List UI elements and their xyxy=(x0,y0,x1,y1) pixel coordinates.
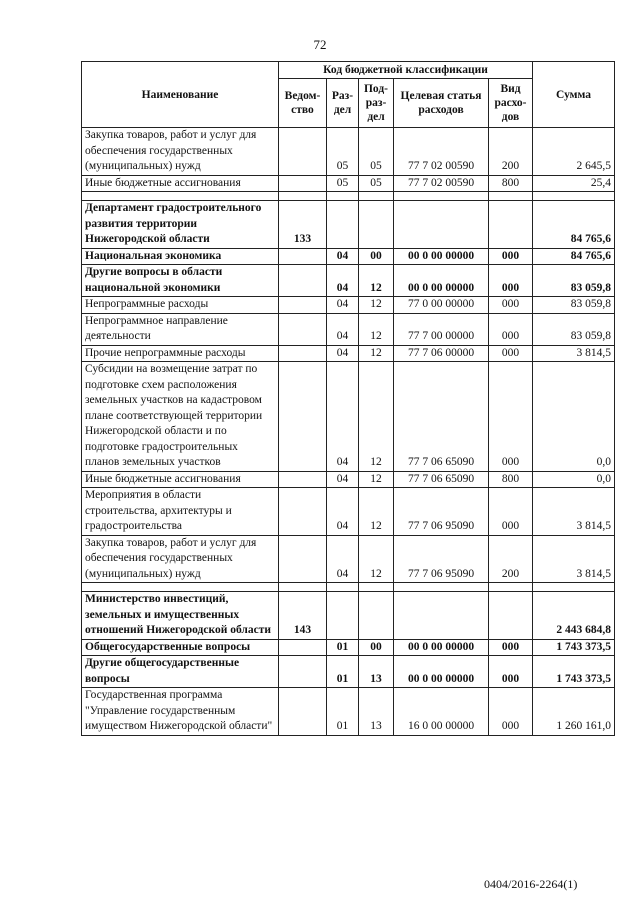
cell-subsection: 12 xyxy=(359,297,394,314)
cell-dept xyxy=(279,656,327,688)
cell-kind: 000 xyxy=(489,265,533,297)
table-row xyxy=(82,688,615,736)
cell-subsection: 12 xyxy=(359,362,394,472)
cell-dept xyxy=(279,297,327,314)
cell-subsection: 12 xyxy=(359,471,394,488)
cell-target: 77 7 02 00590 xyxy=(394,175,489,192)
table-row xyxy=(82,592,615,640)
cell-name: Другие общегосударственные вопросы xyxy=(82,656,279,688)
cell-sum: 2 645,5 xyxy=(533,128,615,176)
spacer-cell xyxy=(533,583,615,592)
cell-dept xyxy=(279,535,327,583)
table-row xyxy=(82,535,615,583)
cell-target xyxy=(394,592,489,640)
cell-dept xyxy=(279,313,327,345)
cell-sum: 1 260 161,0 xyxy=(533,688,615,736)
spacer-cell xyxy=(359,192,394,201)
cell-dept xyxy=(279,639,327,656)
table-row xyxy=(82,128,615,176)
spacer-cell xyxy=(394,192,489,201)
cell-target xyxy=(394,201,489,249)
header-sum: Сумма xyxy=(533,62,615,128)
cell-target: 77 0 00 00000 xyxy=(394,297,489,314)
cell-target: 77 7 06 00000 xyxy=(394,345,489,362)
spacer-row xyxy=(82,192,615,201)
spacer-cell xyxy=(82,192,279,201)
spacer-cell xyxy=(279,192,327,201)
cell-section: 04 xyxy=(327,535,359,583)
cell-name: Департамент градостроительного развития территории Нижегородской области xyxy=(82,201,279,249)
cell-section: 04 xyxy=(327,471,359,488)
table-row xyxy=(82,471,615,488)
cell-dept xyxy=(279,688,327,736)
table-row xyxy=(82,639,615,656)
cell-dept xyxy=(279,128,327,176)
budget-table xyxy=(81,61,615,736)
cell-sum: 25,4 xyxy=(533,175,615,192)
cell-name: Закупка товаров, работ и услуг для обеспечения государственных (муниципальных) нужд xyxy=(82,535,279,583)
cell-target: 77 7 06 65090 xyxy=(394,471,489,488)
cell-section: 04 xyxy=(327,248,359,265)
document-id: 0404/2016-2264(1) xyxy=(484,877,578,891)
cell-target: 00 0 00 00000 xyxy=(394,639,489,656)
cell-kind xyxy=(489,201,533,249)
cell-section: 04 xyxy=(327,313,359,345)
cell-dept xyxy=(279,345,327,362)
cell-target: 77 7 06 95090 xyxy=(394,535,489,583)
cell-section xyxy=(327,201,359,249)
cell-subsection: 13 xyxy=(359,656,394,688)
table-row xyxy=(82,265,615,297)
table-row xyxy=(82,362,615,472)
cell-target: 77 7 02 00590 xyxy=(394,128,489,176)
cell-dept xyxy=(279,362,327,472)
cell-kind: 800 xyxy=(489,175,533,192)
cell-name: Иные бюджетные ассигнования xyxy=(82,471,279,488)
header-name: Наименование xyxy=(82,62,279,128)
cell-sum: 1 743 373,5 xyxy=(533,639,615,656)
cell-sum: 0,0 xyxy=(533,362,615,472)
cell-kind: 000 xyxy=(489,688,533,736)
cell-kind: 000 xyxy=(489,656,533,688)
table-row xyxy=(82,248,615,265)
header-kind: Вид расхо-дов xyxy=(489,79,533,128)
cell-section: 04 xyxy=(327,265,359,297)
cell-dept xyxy=(279,248,327,265)
cell-dept: 133 xyxy=(279,201,327,249)
spacer-cell xyxy=(489,583,533,592)
cell-kind: 000 xyxy=(489,297,533,314)
cell-dept xyxy=(279,471,327,488)
spacer-cell xyxy=(533,192,615,201)
cell-sum: 3 814,5 xyxy=(533,345,615,362)
table-row xyxy=(82,345,615,362)
table-row xyxy=(82,175,615,192)
header-dept: Ведом-ство xyxy=(279,79,327,128)
cell-section: 04 xyxy=(327,345,359,362)
cell-sum: 2 443 684,8 xyxy=(533,592,615,640)
cell-dept xyxy=(279,488,327,536)
cell-kind: 200 xyxy=(489,535,533,583)
cell-sum: 1 743 373,5 xyxy=(533,656,615,688)
cell-sum: 0,0 xyxy=(533,471,615,488)
cell-subsection: 00 xyxy=(359,639,394,656)
cell-kind: 000 xyxy=(489,362,533,472)
cell-subsection xyxy=(359,592,394,640)
cell-name: Непрограммные расходы xyxy=(82,297,279,314)
cell-sum: 84 765,6 xyxy=(533,201,615,249)
cell-subsection: 12 xyxy=(359,535,394,583)
cell-target: 00 0 00 00000 xyxy=(394,265,489,297)
cell-sum: 83 059,8 xyxy=(533,265,615,297)
cell-subsection: 12 xyxy=(359,265,394,297)
cell-name: Субсидии на возмещение затрат по подготовке схем расположения земельных участков на кадастровом плане соответствующей территории Нижегородской области и по подготовке градостроительных планов земельных участков xyxy=(82,362,279,472)
cell-target: 16 0 00 00000 xyxy=(394,688,489,736)
cell-sum: 83 059,8 xyxy=(533,313,615,345)
cell-subsection: 05 xyxy=(359,175,394,192)
table-body xyxy=(82,128,615,736)
cell-target: 00 0 00 00000 xyxy=(394,656,489,688)
header-target: Целевая статья расходов xyxy=(394,79,489,128)
spacer-cell xyxy=(327,583,359,592)
table-row xyxy=(82,313,615,345)
cell-section: 04 xyxy=(327,488,359,536)
cell-kind: 200 xyxy=(489,128,533,176)
header-classification: Код бюджетной классификации xyxy=(279,62,533,79)
cell-name: Прочие непрограммные расходы xyxy=(82,345,279,362)
page-number: 72 xyxy=(313,37,327,52)
cell-dept: 143 xyxy=(279,592,327,640)
table-row xyxy=(82,297,615,314)
cell-kind: 000 xyxy=(489,313,533,345)
cell-name: Министерство инвестиций, земельных и имущественных отношений Нижегородской области xyxy=(82,592,279,640)
cell-name: Мероприятия в области строительства, архитектуры и градостроительства xyxy=(82,488,279,536)
cell-section: 04 xyxy=(327,362,359,472)
table-row xyxy=(82,488,615,536)
cell-subsection: 12 xyxy=(359,488,394,536)
cell-dept xyxy=(279,175,327,192)
spacer-cell xyxy=(327,192,359,201)
cell-target: 00 0 00 00000 xyxy=(394,248,489,265)
spacer-cell xyxy=(359,583,394,592)
cell-name: Иные бюджетные ассигнования xyxy=(82,175,279,192)
spacer-cell xyxy=(394,583,489,592)
spacer-cell xyxy=(82,583,279,592)
cell-sum: 84 765,6 xyxy=(533,248,615,265)
cell-section: 01 xyxy=(327,639,359,656)
cell-name: Непрограммное направление деятельности xyxy=(82,313,279,345)
cell-name: Государственная программа "Управление государственным имуществом Нижегородской области" xyxy=(82,688,279,736)
cell-name: Общегосударственные вопросы xyxy=(82,639,279,656)
table-row xyxy=(82,656,615,688)
table-row xyxy=(82,201,615,249)
cell-sum: 3 814,5 xyxy=(533,535,615,583)
cell-section xyxy=(327,592,359,640)
cell-target: 77 7 06 95090 xyxy=(394,488,489,536)
cell-name: Закупка товаров, работ и услуг для обеспечения государственных (муниципальных) нужд xyxy=(82,128,279,176)
cell-kind: 800 xyxy=(489,471,533,488)
header-subsection: Под-раз-дел xyxy=(359,79,394,128)
cell-subsection: 12 xyxy=(359,345,394,362)
cell-subsection: 00 xyxy=(359,248,394,265)
cell-section: 05 xyxy=(327,128,359,176)
cell-target: 77 7 06 65090 xyxy=(394,362,489,472)
cell-subsection: 12 xyxy=(359,313,394,345)
spacer-cell xyxy=(489,192,533,201)
cell-target: 77 7 00 00000 xyxy=(394,313,489,345)
cell-sum: 3 814,5 xyxy=(533,488,615,536)
cell-kind xyxy=(489,592,533,640)
spacer-row xyxy=(82,583,615,592)
cell-subsection xyxy=(359,201,394,249)
cell-name: Национальная экономика xyxy=(82,248,279,265)
header-section: Раз-дел xyxy=(327,79,359,128)
cell-kind: 000 xyxy=(489,248,533,265)
cell-sum: 83 059,8 xyxy=(533,297,615,314)
header-row-top xyxy=(82,62,615,79)
spacer-cell xyxy=(279,583,327,592)
cell-kind: 000 xyxy=(489,345,533,362)
cell-section: 05 xyxy=(327,175,359,192)
cell-name: Другие вопросы в области национальной экономики xyxy=(82,265,279,297)
cell-section: 01 xyxy=(327,688,359,736)
cell-subsection: 05 xyxy=(359,128,394,176)
cell-section: 01 xyxy=(327,656,359,688)
cell-kind: 000 xyxy=(489,488,533,536)
cell-kind: 000 xyxy=(489,639,533,656)
cell-subsection: 13 xyxy=(359,688,394,736)
cell-section: 04 xyxy=(327,297,359,314)
cell-dept xyxy=(279,265,327,297)
